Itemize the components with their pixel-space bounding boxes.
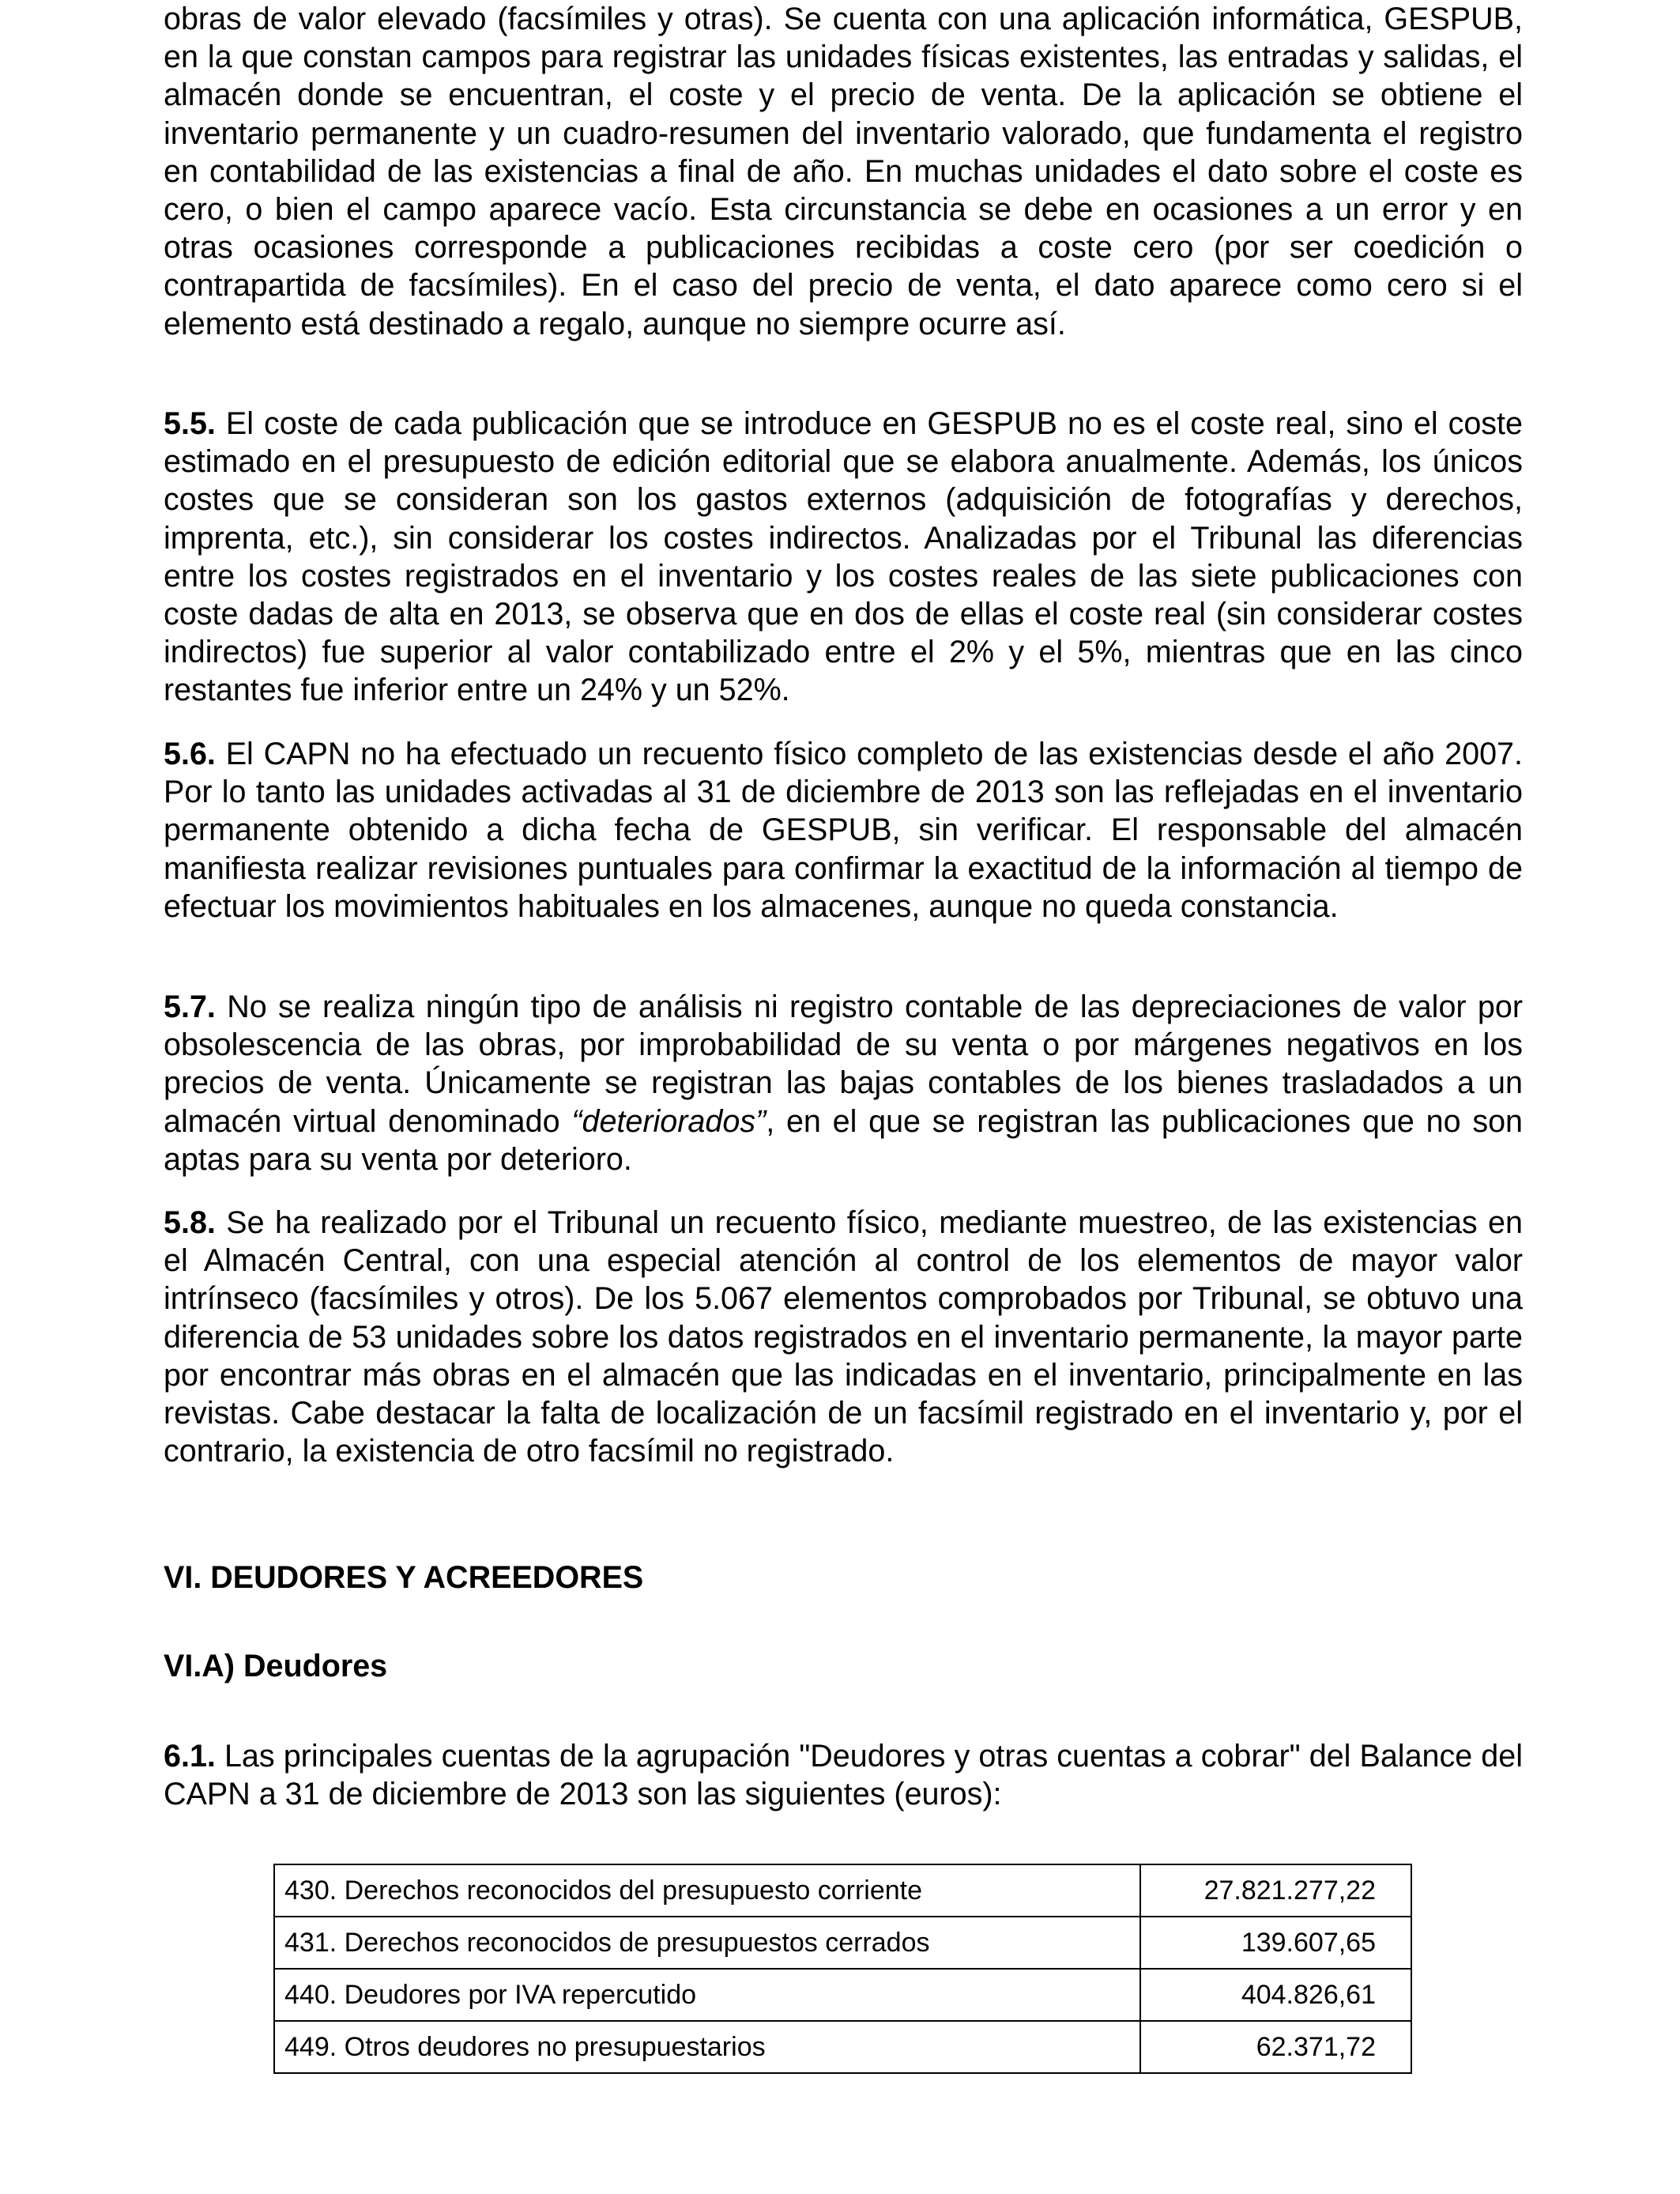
- paragraph-text: Se ha realizado por el Tribunal un recuento físico, mediante muestreo, de las existencias en el Almacén Central, con una especial atención al control de los elementos de mayor valor intrínseco (facsímiles y otros). De los 5.067 elementos comprobados por Tribunal, se obtuvo una diferencia de 53 unidades sobre los datos registrados en el inventario permanente, la mayor parte por encontrar más obras en el almacén que las indicadas en el inventario, principalmente en las revistas. Cabe destacar la falta de localización de un facsímil registrado en el inventario y, por el contrario, la existencia de otro facsímil no registrado.: [164, 1205, 1523, 1469]
- paragraph-text: No se realiza ningún tipo de análisis ni registro contable de las depreciaciones de valor por obsolescencia de las obras, por improbabilidad de su venta o por márgenes negativos en los precios de venta. Únicamente se registran las bajas contables de los bienes trasladados a un almacén virtual denominado: [164, 990, 1523, 1139]
- table-cell-concept: 440. Deudores por IVA repercutido: [274, 1969, 1140, 2021]
- paragraph-text: obras de valor elevado (facsímiles y otras). Se cuenta con una aplicación informática, GESPUB, en la que constan campos para registrar las unidades físicas existentes, las entradas y salidas, el almacén donde se encuentran, el coste y el precio de venta. De la aplicación se obtiene el inventario permanente y un cuadro-resumen del inventario valorado, que fundamenta el registro en contabilidad de las existencias a final de año. En muchas unidades el dato sobre el coste es cero, o bien el campo aparece vacío. Esta circunstancia se debe en ocasiones a un error y en otras ocasiones corresponde a publicaciones recibidas a coste cero (por ser coedición o contrapartida de facsímiles). En el caso del precio de venta, el dato aparece como cero si el elemento está destinado a regalo, aunque no siempre ocurre así.: [164, 2, 1523, 341]
- subsection-heading: VI.A) Deudores: [164, 1649, 388, 1683]
- debtors-table: [273, 1864, 1412, 2074]
- paragraph-5-8: [164, 1204, 1523, 1470]
- table-cell-amount: 404.826,61: [1140, 1969, 1411, 2021]
- paragraph-emphasis: “deteriorados”: [571, 1103, 767, 1139]
- paragraph-number: 5.8.: [164, 1205, 216, 1240]
- table-cell-amount: 139.607,65: [1140, 1917, 1411, 1969]
- table-row: [274, 2021, 1411, 2073]
- paragraph-6-1: [164, 1737, 1523, 1813]
- paragraph-number: 6.1.: [164, 1739, 216, 1774]
- paragraph-5-5: [164, 405, 1523, 710]
- paragraph-number: 5.7.: [164, 990, 216, 1024]
- table-cell-concept: 449. Otros deudores no presupuestarios: [274, 2021, 1140, 2073]
- table-cell-concept: 430. Derechos reconocidos del presupuesto corriente: [274, 1864, 1140, 1917]
- paragraph-text-continued: , en el que se registran las publicaciones que no son aptas para su venta por deterioro.: [164, 1103, 1523, 1177]
- paragraph-text: Las principales cuentas de la agrupación "Deudores y otras cuentas a cobrar" del Balance del CAPN a 31 de diciembre de 2013 son las siguientes (euros):: [164, 1739, 1523, 1812]
- paragraph-number: 5.6.: [164, 737, 216, 771]
- paragraph-5-6: [164, 735, 1523, 925]
- table-cell-concept: 431. Derechos reconocidos de presupuestos cerrados: [274, 1917, 1140, 1969]
- paragraph-number: 5.5.: [164, 406, 216, 441]
- paragraph-inventory-app: [164, 0, 1523, 343]
- paragraph-text: El CAPN no ha efectuado un recuento físico completo de las existencias desde el año 2007. Por lo tanto las unidades activadas al 31 de diciembre de 2013 son las reflejadas en el inventario permanente obtenido a dicha fecha de GESPUB, sin verificar. El responsable del almacén manifiesta realizar revisiones puntuales para confirmar la exactitud de la información al tiempo de efectuar los movimientos habituales en los almacenes, aunque no queda constancia.: [164, 737, 1523, 924]
- table-row: [274, 1864, 1411, 1917]
- table-row: [274, 1969, 1411, 2021]
- paragraph-text: El coste de cada publicación que se introduce en GESPUB no es el coste real, sino el coste estimado en el presupuesto de edición editorial que se elabora anualmente. Además, los únicos costes que se consideran son los gastos externos (adquisición de fotografías y derechos, imprenta, etc.), sin considerar los costes indirectos. Analizadas por el Tribunal las diferencias entre los costes registrados en el inventario y los costes reales de las siete publicaciones con coste dadas de alta en 2013, se observa que en dos de ellas el coste real (sin considerar costes indirectos) fue superior al valor contabilizado entre el 2% y el 5%, mientras que en las cinco restantes fue inferior entre un 24% y un 52%.: [164, 406, 1523, 708]
- table-cell-amount: 27.821.277,22: [1140, 1864, 1411, 1917]
- table-row: [274, 1917, 1411, 1969]
- table-cell-amount: 62.371,72: [1140, 2021, 1411, 2073]
- paragraph-5-7: [164, 988, 1523, 1178]
- section-heading: VI. DEUDORES Y ACREEDORES: [164, 1560, 644, 1595]
- debtors-table-container: [273, 1864, 1412, 2074]
